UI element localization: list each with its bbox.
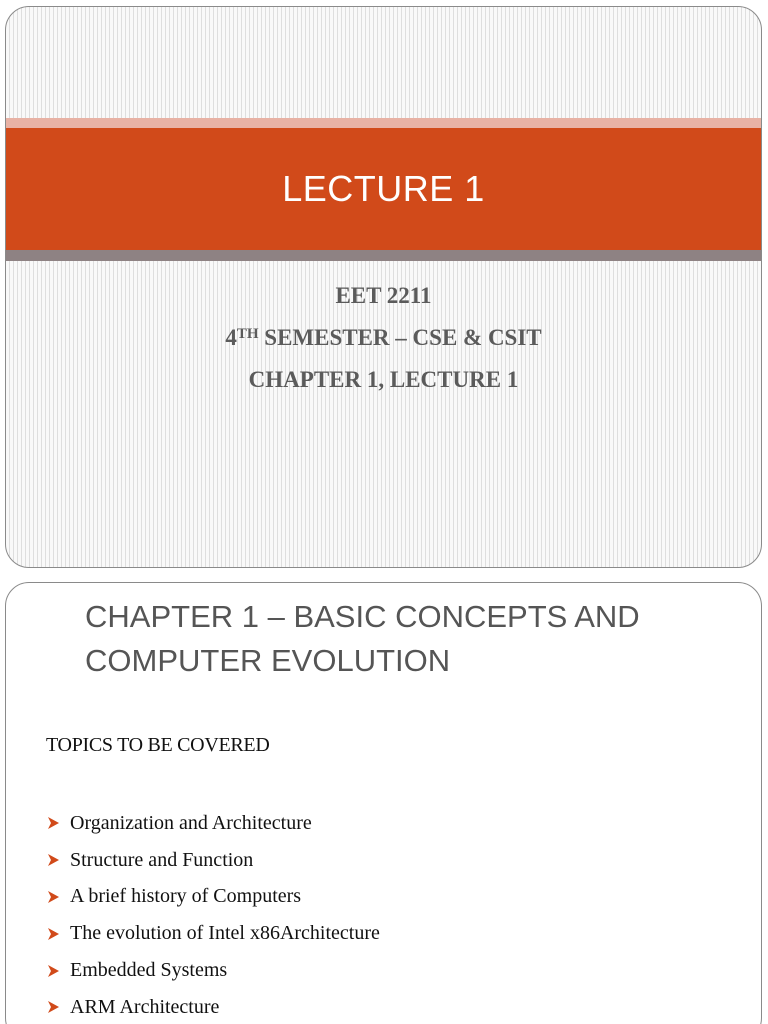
arrow-bullet-icon (46, 816, 60, 830)
chapter-slide (5, 582, 762, 1024)
topic-text: A brief history of Computers (70, 885, 302, 908)
arrow-bullet-icon (46, 964, 60, 978)
accent-band-bottom (6, 250, 761, 261)
arrow-bullet-icon (46, 1000, 60, 1014)
topic-item (46, 989, 380, 1024)
subtitle-block (6, 275, 761, 401)
topic-item (46, 842, 380, 879)
title-band (6, 128, 761, 250)
chapter-title-line-1: CHAPTER 1 – BASIC CONCEPTS AND (85, 599, 640, 634)
semester-line (6, 317, 761, 359)
topic-text: The evolution of Intel x86Architecture (70, 922, 380, 945)
arrow-bullet-icon (46, 927, 60, 941)
topic-item (46, 805, 380, 842)
topic-list (46, 805, 380, 1024)
topic-text: Structure and Function (70, 848, 254, 871)
topic-text: ARM Architecture (70, 995, 220, 1018)
accent-band-top (6, 118, 761, 128)
semester-suffix: TH (236, 326, 259, 342)
chapter-title (85, 595, 745, 683)
course-code: EET 2211 (335, 283, 432, 308)
topics-heading: TOPICS TO BE COVERED (46, 734, 270, 756)
topic-item (46, 915, 380, 952)
topic-text: Organization and Architecture (70, 811, 312, 834)
arrow-bullet-icon (46, 853, 60, 867)
chapter-line: CHAPTER 1, LECTURE 1 (248, 367, 519, 392)
semester-number: 4 (225, 325, 237, 350)
lecture-title: LECTURE 1 (282, 168, 485, 209)
chapter-title-line-2: COMPUTER EVOLUTION (85, 643, 451, 678)
title-slide (5, 6, 762, 568)
arrow-bullet-icon (46, 890, 60, 904)
topic-item (46, 952, 380, 989)
topic-text: Embedded Systems (70, 959, 228, 982)
topic-item (46, 879, 380, 916)
semester-rest: SEMESTER – CSE & CSIT (258, 325, 542, 350)
